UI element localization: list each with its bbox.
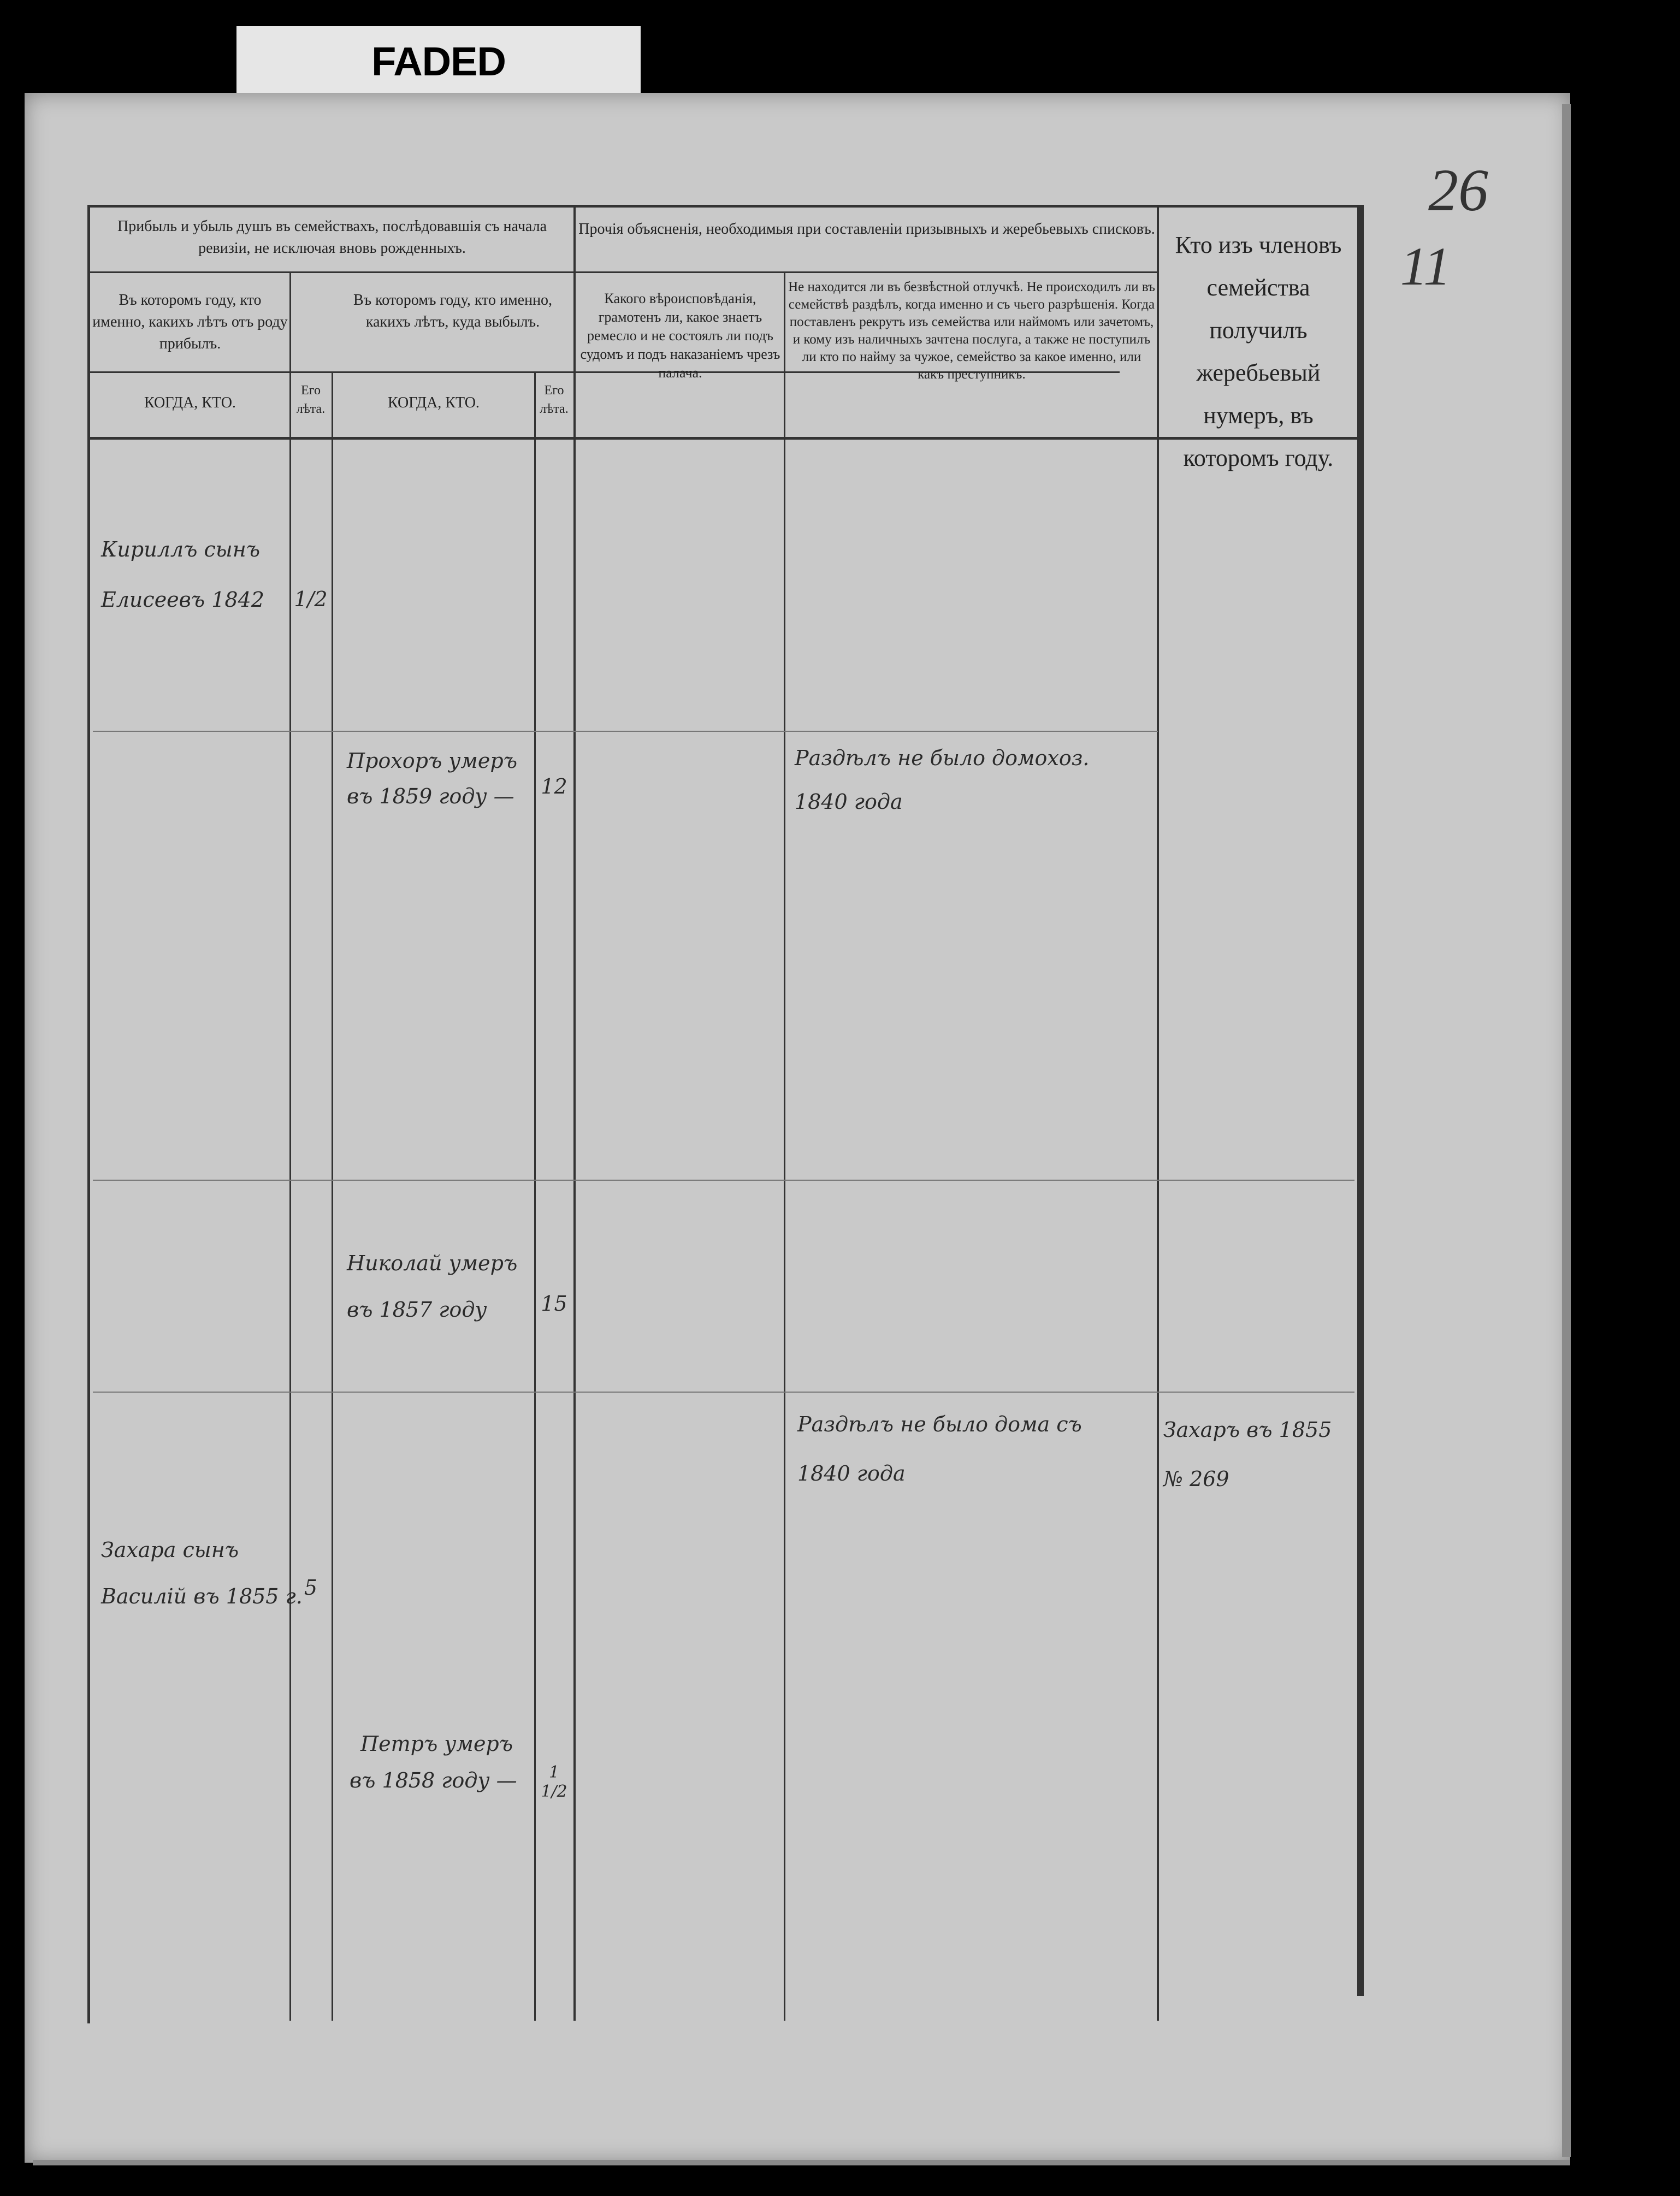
entry-5-detail: Василій въ 1855 г. bbox=[101, 1584, 303, 1608]
entry-2-name: Прохоръ умеръ bbox=[347, 749, 518, 773]
entry-4-lot-line-1: Захаръ въ 1855 bbox=[1163, 1418, 1332, 1442]
header-departed: Въ которомъ году, кто именно, какихъ лѣтъ, куда выбылъ. bbox=[353, 292, 553, 330]
header-group-middle: Прочія объясненія, необходимыя при составленіи призывныхъ и жеребьевыхъ списковъ. bbox=[578, 221, 1155, 238]
entry-3-name: Николай умеръ bbox=[347, 1251, 518, 1275]
header-age-departed: Его лѣта. bbox=[540, 383, 569, 416]
header-when-who-arrived: КОГДА, КТО. bbox=[144, 394, 236, 411]
header-religion: Какого вѣроисповѣданія, грамотенъ ли, какое знаетъ ремесло и не состоялъ ли подъ судомъ и подъ наказаніемъ чрезъ палача. bbox=[580, 291, 780, 381]
entry-4-note-line-2: 1840 года bbox=[797, 1461, 906, 1485]
header-age-arrived: Его лѣта. bbox=[296, 383, 326, 416]
header-when-who-departed: КОГДА, КТО. bbox=[388, 394, 480, 411]
header-group-left: Прибыль и убыль душъ въ семействахъ, послѣдовавшія съ начала ревизіи, не исключая вновь рожденныхъ. bbox=[117, 218, 547, 257]
page-mark: 11 bbox=[1400, 236, 1451, 297]
entry-1-detail: Елисеевъ 1842 bbox=[101, 588, 264, 612]
entry-6-name: Петръ умеръ bbox=[360, 1732, 513, 1756]
header-lot-number: Кто изъ членовъ семейства получилъ жеребьевый нумеръ, въ которомъ году. bbox=[1175, 232, 1342, 471]
entry-2-detail: въ 1859 году — bbox=[347, 784, 514, 808]
entry-2-note-line-2: 1840 года bbox=[795, 790, 903, 814]
page-edge-right bbox=[1562, 104, 1571, 2157]
page-number: 26 bbox=[1428, 157, 1488, 223]
header-absence: Не находится ли въ безвѣстной отлучкѣ. Не происходилъ ли въ семействѣ раздѣлъ, когда именно и съ чьего разрѣшенія. Когда поставленъ рекрутъ изъ семейства или наймомъ или зачетомъ, и кому изъ наличныхъ зачтена послуга, а также не поступилъ ли кто по найму за чужое, семейство за какое именно, или какъ преступникъ. bbox=[788, 280, 1155, 382]
entry-6-detail: въ 1858 году — bbox=[350, 1768, 517, 1792]
entry-5-name: Захара сынъ bbox=[101, 1538, 239, 1562]
faded-document-label: FADED bbox=[236, 26, 641, 97]
entry-1-age: 1/2 bbox=[294, 587, 328, 611]
entry-2-note-line-1: Раздѣлъ не было домохоз. bbox=[795, 746, 1090, 770]
entry-1-name: Кириллъ сынъ bbox=[101, 537, 261, 561]
page-edge-bottom bbox=[33, 2160, 1570, 2165]
header-arrived: Въ которомъ году, кто именно, какихъ лѣтъ отъ роду прибылъ. bbox=[92, 292, 288, 352]
entry-3-detail: въ 1857 году bbox=[347, 1298, 487, 1322]
entry-2-age: 12 bbox=[541, 774, 567, 798]
entry-4-lot-line-2: № 269 bbox=[1163, 1467, 1229, 1491]
entry-4-note-line-1: Раздѣлъ не было дома съ bbox=[797, 1412, 1082, 1436]
entry-3-age: 15 bbox=[541, 1292, 567, 1316]
entry-5-age: 5 bbox=[304, 1576, 318, 1600]
entry-6-age: 1 1/2 bbox=[541, 1763, 567, 1801]
